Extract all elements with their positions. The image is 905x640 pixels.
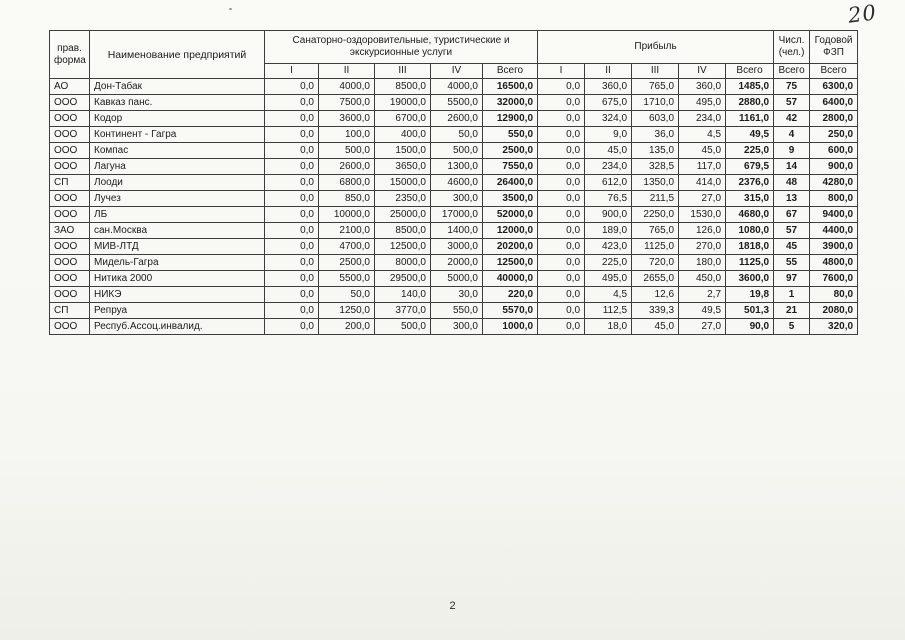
- table-row: [50, 303, 858, 319]
- cell-people-count: 57: [774, 95, 810, 111]
- cell-services-total: 12000,0: [483, 223, 538, 239]
- cell-annual-payroll: 2800,0: [810, 111, 858, 127]
- table-row: [50, 191, 858, 207]
- header-profit-q1: I: [538, 64, 585, 79]
- cell-profit-q1: 0,0: [538, 271, 585, 287]
- cell-legal-form: ООО: [50, 111, 90, 127]
- cell-enterprise-name: НИКЭ: [90, 287, 265, 303]
- enterprises-report-table: [49, 30, 858, 335]
- cell-profit-total: 2376,0: [726, 175, 774, 191]
- cell-annual-payroll: 4800,0: [810, 255, 858, 271]
- header-services-q4: IV: [431, 64, 483, 79]
- cell-services-q1: 0,0: [265, 143, 319, 159]
- cell-profit-q1: 0,0: [538, 287, 585, 303]
- cell-enterprise-name: Компас: [90, 143, 265, 159]
- cell-profit-q1: 0,0: [538, 111, 585, 127]
- table-row: [50, 287, 858, 303]
- cell-profit-total: 225,0: [726, 143, 774, 159]
- cell-services-q3: 8000,0: [375, 255, 431, 271]
- cell-enterprise-name: Континент - Гагра: [90, 127, 265, 143]
- header-profit-q3: III: [632, 64, 679, 79]
- cell-services-total: 220,0: [483, 287, 538, 303]
- cell-services-q3: 500,0: [375, 319, 431, 335]
- cell-services-total: 2500,0: [483, 143, 538, 159]
- cell-enterprise-name: Нитика 2000: [90, 271, 265, 287]
- cell-legal-form: ООО: [50, 143, 90, 159]
- cell-people-count: 57: [774, 223, 810, 239]
- cell-services-q1: 0,0: [265, 159, 319, 175]
- cell-profit-q1: 0,0: [538, 143, 585, 159]
- cell-people-count: 5: [774, 319, 810, 335]
- cell-services-total: 20200,0: [483, 239, 538, 255]
- cell-services-q4: 300,0: [431, 319, 483, 335]
- cell-profit-q4: 49,5: [679, 303, 726, 319]
- cell-services-q3: 3770,0: [375, 303, 431, 319]
- table-row: [50, 239, 858, 255]
- header-people-total: Всего: [774, 64, 810, 79]
- cell-services-q2: 5500,0: [319, 271, 375, 287]
- cell-profit-q3: 2250,0: [632, 207, 679, 223]
- cell-profit-q4: 234,0: [679, 111, 726, 127]
- cell-services-q1: 0,0: [265, 127, 319, 143]
- cell-annual-payroll: 600,0: [810, 143, 858, 159]
- cell-profit-q3: 765,0: [632, 79, 679, 95]
- header-services-total: Всего: [483, 64, 538, 79]
- cell-profit-q2: 45,0: [585, 143, 632, 159]
- cell-profit-q4: 117,0: [679, 159, 726, 175]
- cell-profit-q1: 0,0: [538, 207, 585, 223]
- cell-profit-q4: 414,0: [679, 175, 726, 191]
- cell-profit-total: 90,0: [726, 319, 774, 335]
- cell-services-q4: 4000,0: [431, 79, 483, 95]
- cell-services-q4: 17000,0: [431, 207, 483, 223]
- header-services-group: Санаторно-оздоровительные, туристические и экскурсионные услуги: [265, 31, 538, 64]
- cell-profit-total: 3600,0: [726, 271, 774, 287]
- table-row: [50, 255, 858, 271]
- table-row: [50, 143, 858, 159]
- cell-profit-q1: 0,0: [538, 319, 585, 335]
- cell-profit-q3: 45,0: [632, 319, 679, 335]
- cell-profit-q2: 112,5: [585, 303, 632, 319]
- cell-services-q2: 1250,0: [319, 303, 375, 319]
- table-row: [50, 127, 858, 143]
- header-profit-q4: IV: [679, 64, 726, 79]
- cell-enterprise-name: Репруа: [90, 303, 265, 319]
- cell-services-q1: 0,0: [265, 207, 319, 223]
- cell-legal-form: ООО: [50, 239, 90, 255]
- table-row: [50, 223, 858, 239]
- cell-enterprise-name: сан.Москва: [90, 223, 265, 239]
- table-row: [50, 111, 858, 127]
- cell-services-q4: 1400,0: [431, 223, 483, 239]
- cell-profit-total: 19,8: [726, 287, 774, 303]
- cell-profit-q4: 2,7: [679, 287, 726, 303]
- cell-services-q2: 6800,0: [319, 175, 375, 191]
- cell-profit-q2: 225,0: [585, 255, 632, 271]
- cell-services-total: 26400,0: [483, 175, 538, 191]
- header-services-q3: III: [375, 64, 431, 79]
- cell-people-count: 13: [774, 191, 810, 207]
- cell-services-q1: 0,0: [265, 239, 319, 255]
- cell-people-count: 4: [774, 127, 810, 143]
- cell-people-count: 1: [774, 287, 810, 303]
- cell-services-total: 550,0: [483, 127, 538, 143]
- cell-annual-payroll: 80,0: [810, 287, 858, 303]
- cell-profit-q1: 0,0: [538, 127, 585, 143]
- cell-services-q4: 30,0: [431, 287, 483, 303]
- cell-profit-q2: 234,0: [585, 159, 632, 175]
- cell-services-q3: 8500,0: [375, 223, 431, 239]
- cell-legal-form: ООО: [50, 95, 90, 111]
- cell-profit-q1: 0,0: [538, 303, 585, 319]
- table-row: [50, 207, 858, 223]
- cell-enterprise-name: Мидель-Гагра: [90, 255, 265, 271]
- cell-services-q2: 100,0: [319, 127, 375, 143]
- cell-profit-total: 1125,0: [726, 255, 774, 271]
- cell-profit-q2: 18,0: [585, 319, 632, 335]
- cell-profit-q2: 675,0: [585, 95, 632, 111]
- cell-services-q3: 25000,0: [375, 207, 431, 223]
- cell-people-count: 75: [774, 79, 810, 95]
- cell-people-count: 21: [774, 303, 810, 319]
- cell-profit-q2: 900,0: [585, 207, 632, 223]
- cell-profit-q2: 4,5: [585, 287, 632, 303]
- cell-legal-form: ООО: [50, 207, 90, 223]
- cell-services-q1: 0,0: [265, 287, 319, 303]
- cell-annual-payroll: 4400,0: [810, 223, 858, 239]
- cell-profit-total: 1161,0: [726, 111, 774, 127]
- cell-profit-q3: 1125,0: [632, 239, 679, 255]
- cell-profit-q2: 189,0: [585, 223, 632, 239]
- cell-people-count: 9: [774, 143, 810, 159]
- cell-annual-payroll: 3900,0: [810, 239, 858, 255]
- cell-profit-q3: 36,0: [632, 127, 679, 143]
- header-enterprise-name: Наименование предприятий: [90, 31, 265, 79]
- cell-legal-form: АО: [50, 79, 90, 95]
- cell-services-q1: 0,0: [265, 79, 319, 95]
- cell-legal-form: ООО: [50, 319, 90, 335]
- cell-legal-form: СП: [50, 175, 90, 191]
- table-row: [50, 271, 858, 287]
- cell-profit-q1: 0,0: [538, 255, 585, 271]
- cell-services-total: 1000,0: [483, 319, 538, 335]
- cell-profit-q2: 76,5: [585, 191, 632, 207]
- cell-profit-q4: 270,0: [679, 239, 726, 255]
- table-body: [50, 79, 858, 335]
- header-services-q1: I: [265, 64, 319, 79]
- cell-legal-form: ООО: [50, 127, 90, 143]
- cell-services-q1: 0,0: [265, 255, 319, 271]
- cell-profit-q2: 324,0: [585, 111, 632, 127]
- scan-speck: [229, 8, 232, 10]
- cell-services-q1: 0,0: [265, 111, 319, 127]
- cell-services-q3: 8500,0: [375, 79, 431, 95]
- header-people-count: Числ. (чел.): [774, 31, 810, 64]
- header-services-q2: II: [319, 64, 375, 79]
- cell-profit-total: 2880,0: [726, 95, 774, 111]
- cell-legal-form: ООО: [50, 191, 90, 207]
- cell-services-q2: 500,0: [319, 143, 375, 159]
- cell-legal-form: ООО: [50, 159, 90, 175]
- cell-profit-q4: 27,0: [679, 191, 726, 207]
- header-profit-group: Прибыль: [538, 31, 774, 64]
- cell-profit-q2: 360,0: [585, 79, 632, 95]
- cell-services-q3: 29500,0: [375, 271, 431, 287]
- cell-legal-form: СП: [50, 303, 90, 319]
- cell-profit-q3: 135,0: [632, 143, 679, 159]
- cell-annual-payroll: 4280,0: [810, 175, 858, 191]
- cell-services-total: 7550,0: [483, 159, 538, 175]
- cell-people-count: 42: [774, 111, 810, 127]
- cell-services-total: 5570,0: [483, 303, 538, 319]
- cell-services-total: 40000,0: [483, 271, 538, 287]
- cell-profit-total: 315,0: [726, 191, 774, 207]
- cell-services-q2: 4000,0: [319, 79, 375, 95]
- header-profit-total: Всего: [726, 64, 774, 79]
- table-row: [50, 95, 858, 111]
- cell-legal-form: ООО: [50, 255, 90, 271]
- cell-annual-payroll: 6400,0: [810, 95, 858, 111]
- cell-profit-q1: 0,0: [538, 95, 585, 111]
- cell-services-q3: 1500,0: [375, 143, 431, 159]
- cell-people-count: 67: [774, 207, 810, 223]
- cell-services-q4: 500,0: [431, 143, 483, 159]
- cell-people-count: 97: [774, 271, 810, 287]
- cell-profit-q4: 27,0: [679, 319, 726, 335]
- cell-services-q1: 0,0: [265, 191, 319, 207]
- cell-services-q1: 0,0: [265, 223, 319, 239]
- cell-profit-q1: 0,0: [538, 175, 585, 191]
- cell-services-q2: 2100,0: [319, 223, 375, 239]
- cell-services-q3: 15000,0: [375, 175, 431, 191]
- cell-services-q1: 0,0: [265, 303, 319, 319]
- cell-profit-q4: 126,0: [679, 223, 726, 239]
- cell-services-q2: 10000,0: [319, 207, 375, 223]
- cell-services-q2: 2600,0: [319, 159, 375, 175]
- cell-annual-payroll: 800,0: [810, 191, 858, 207]
- cell-services-q4: 1300,0: [431, 159, 483, 175]
- table-row: [50, 319, 858, 335]
- cell-profit-q3: 1710,0: [632, 95, 679, 111]
- cell-enterprise-name: Кавказ панс.: [90, 95, 265, 111]
- header-payroll-total: Всего: [810, 64, 858, 79]
- cell-people-count: 48: [774, 175, 810, 191]
- cell-services-q4: 550,0: [431, 303, 483, 319]
- cell-enterprise-name: Дон-Табак: [90, 79, 265, 95]
- cell-services-q2: 4700,0: [319, 239, 375, 255]
- cell-profit-total: 679,5: [726, 159, 774, 175]
- cell-profit-q3: 12,6: [632, 287, 679, 303]
- cell-profit-q4: 1530,0: [679, 207, 726, 223]
- cell-profit-q3: 765,0: [632, 223, 679, 239]
- cell-profit-q1: 0,0: [538, 239, 585, 255]
- cell-profit-q1: 0,0: [538, 191, 585, 207]
- cell-profit-q3: 2655,0: [632, 271, 679, 287]
- cell-profit-q2: 423,0: [585, 239, 632, 255]
- cell-annual-payroll: 320,0: [810, 319, 858, 335]
- cell-profit-q1: 0,0: [538, 79, 585, 95]
- cell-services-q3: 2350,0: [375, 191, 431, 207]
- table-header: [50, 31, 858, 79]
- cell-services-q1: 0,0: [265, 271, 319, 287]
- cell-profit-total: 4680,0: [726, 207, 774, 223]
- cell-profit-total: 49,5: [726, 127, 774, 143]
- cell-legal-form: ООО: [50, 271, 90, 287]
- cell-profit-q3: 1350,0: [632, 175, 679, 191]
- cell-services-total: 52000,0: [483, 207, 538, 223]
- cell-people-count: 14: [774, 159, 810, 175]
- cell-profit-q4: 180,0: [679, 255, 726, 271]
- cell-legal-form: ЗАО: [50, 223, 90, 239]
- cell-enterprise-name: Лагуна: [90, 159, 265, 175]
- cell-services-q3: 19000,0: [375, 95, 431, 111]
- cell-services-q3: 400,0: [375, 127, 431, 143]
- header-legal-form: прав. форма: [50, 31, 90, 79]
- cell-services-total: 12900,0: [483, 111, 538, 127]
- cell-profit-q1: 0,0: [538, 159, 585, 175]
- cell-profit-q4: 4,5: [679, 127, 726, 143]
- cell-services-total: 32000,0: [483, 95, 538, 111]
- cell-services-q2: 50,0: [319, 287, 375, 303]
- cell-services-q4: 5500,0: [431, 95, 483, 111]
- cell-annual-payroll: 9400,0: [810, 207, 858, 223]
- cell-enterprise-name: Кодор: [90, 111, 265, 127]
- cell-services-q4: 2000,0: [431, 255, 483, 271]
- handwritten-page-mark: 20: [846, 0, 879, 28]
- cell-profit-total: 1080,0: [726, 223, 774, 239]
- header-profit-q2: II: [585, 64, 632, 79]
- cell-profit-q3: 328,5: [632, 159, 679, 175]
- cell-profit-q4: 450,0: [679, 271, 726, 287]
- cell-services-q4: 4600,0: [431, 175, 483, 191]
- cell-enterprise-name: Лучез: [90, 191, 265, 207]
- cell-profit-total: 501,3: [726, 303, 774, 319]
- cell-profit-total: 1485,0: [726, 79, 774, 95]
- cell-services-q4: 3000,0: [431, 239, 483, 255]
- cell-services-q4: 5000,0: [431, 271, 483, 287]
- cell-services-q1: 0,0: [265, 175, 319, 191]
- cell-services-total: 16500,0: [483, 79, 538, 95]
- cell-services-q4: 300,0: [431, 191, 483, 207]
- cell-profit-q3: 603,0: [632, 111, 679, 127]
- cell-services-q2: 3600,0: [319, 111, 375, 127]
- cell-services-q1: 0,0: [265, 95, 319, 111]
- cell-services-q3: 140,0: [375, 287, 431, 303]
- cell-annual-payroll: 900,0: [810, 159, 858, 175]
- cell-services-q2: 200,0: [319, 319, 375, 335]
- page-number: 2: [449, 600, 456, 612]
- cell-annual-payroll: 6300,0: [810, 79, 858, 95]
- cell-profit-total: 1818,0: [726, 239, 774, 255]
- cell-services-q2: 7500,0: [319, 95, 375, 111]
- cell-profit-q2: 612,0: [585, 175, 632, 191]
- cell-profit-q4: 45,0: [679, 143, 726, 159]
- cell-profit-q2: 495,0: [585, 271, 632, 287]
- cell-people-count: 45: [774, 239, 810, 255]
- cell-profit-q3: 720,0: [632, 255, 679, 271]
- header-annual-payroll: Годовой ФЗП: [810, 31, 858, 64]
- cell-enterprise-name: МИВ-ЛТД: [90, 239, 265, 255]
- cell-enterprise-name: Респуб.Ассоц.инвалид.: [90, 319, 265, 335]
- cell-profit-q1: 0,0: [538, 223, 585, 239]
- cell-services-q3: 6700,0: [375, 111, 431, 127]
- cell-services-total: 3500,0: [483, 191, 538, 207]
- cell-profit-q4: 495,0: [679, 95, 726, 111]
- cell-services-q4: 50,0: [431, 127, 483, 143]
- cell-services-q2: 850,0: [319, 191, 375, 207]
- cell-enterprise-name: Лооди: [90, 175, 265, 191]
- cell-services-q2: 2500,0: [319, 255, 375, 271]
- table-row: [50, 159, 858, 175]
- cell-legal-form: ООО: [50, 287, 90, 303]
- cell-profit-q3: 339,3: [632, 303, 679, 319]
- cell-services-q3: 3650,0: [375, 159, 431, 175]
- cell-enterprise-name: ЛБ: [90, 207, 265, 223]
- cell-annual-payroll: 2080,0: [810, 303, 858, 319]
- cell-services-q4: 2600,0: [431, 111, 483, 127]
- cell-profit-q2: 9,0: [585, 127, 632, 143]
- cell-services-q3: 12500,0: [375, 239, 431, 255]
- cell-profit-q4: 360,0: [679, 79, 726, 95]
- cell-services-q1: 0,0: [265, 319, 319, 335]
- cell-profit-q3: 211,5: [632, 191, 679, 207]
- cell-annual-payroll: 250,0: [810, 127, 858, 143]
- table-row: [50, 79, 858, 95]
- cell-services-total: 12500,0: [483, 255, 538, 271]
- table-row: [50, 175, 858, 191]
- cell-people-count: 55: [774, 255, 810, 271]
- cell-annual-payroll: 7600,0: [810, 271, 858, 287]
